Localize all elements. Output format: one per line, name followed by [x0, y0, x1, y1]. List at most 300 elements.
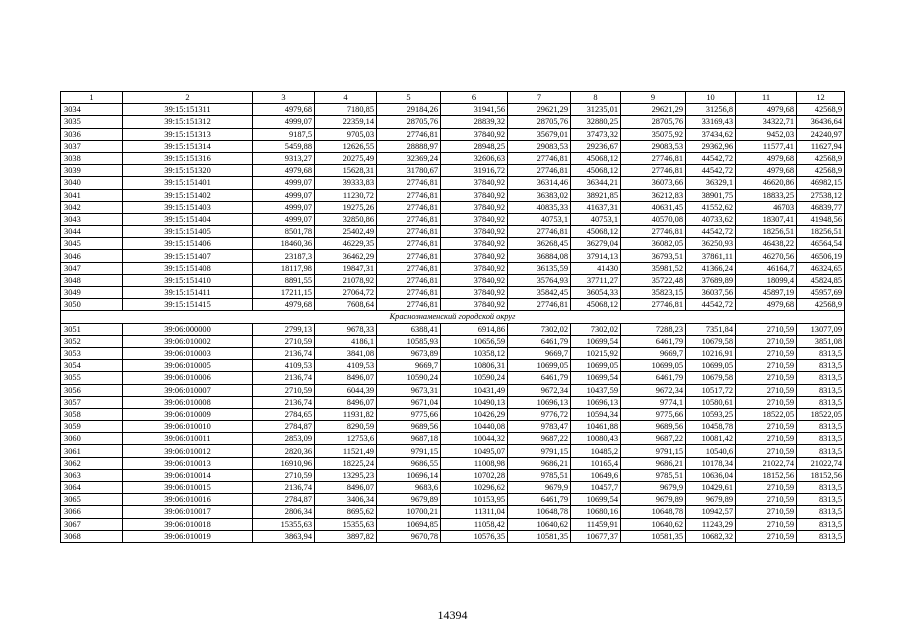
table-cell: 39:06:010016 [123, 494, 253, 506]
table-cell: 3034 [61, 104, 123, 116]
table-cell: 9679,89 [621, 494, 686, 506]
table-cell: 27746,81 [621, 299, 686, 311]
table-cell: 9679,89 [377, 494, 441, 506]
table-cell: 22359,14 [315, 116, 377, 128]
table-row [61, 140, 845, 152]
table-cell: 6388,41 [377, 323, 441, 335]
table-cell: 2820,36 [253, 445, 315, 457]
table-cell: 35679,01 [508, 128, 571, 140]
data-table-container [60, 91, 844, 543]
table-cell: 2710,59 [736, 530, 797, 542]
table-cell: 9687,18 [377, 433, 441, 445]
table-cell: 3036 [61, 128, 123, 140]
table-cell: 36344,21 [571, 177, 621, 189]
table-cell: 27746,81 [621, 165, 686, 177]
table-cell: 9686,55 [377, 457, 441, 469]
table-cell: 9678,33 [315, 323, 377, 335]
column-header: 6 [441, 92, 508, 104]
table-cell: 10696,13 [508, 396, 571, 408]
table-cell: 39:06:010006 [123, 372, 253, 384]
table-cell: 46839,77 [797, 201, 845, 213]
table-cell: 36082,05 [621, 238, 686, 250]
table-cell: 10699,05 [686, 360, 736, 372]
table-cell: 6461,79 [508, 335, 571, 347]
table-cell: 45068,12 [571, 299, 621, 311]
table-cell: 45068,12 [571, 226, 621, 238]
table-cell: 15355,63 [253, 518, 315, 530]
table-cell: 35823,15 [621, 287, 686, 299]
table-cell: 9775,66 [621, 408, 686, 420]
table-cell: 9670,78 [377, 530, 441, 542]
table-cell: 39:15:151408 [123, 262, 253, 274]
table-cell: 37840,92 [441, 262, 508, 274]
table-cell: 38901,75 [686, 189, 736, 201]
table-cell: 11627,94 [797, 140, 845, 152]
table-cell: 16910,96 [253, 457, 315, 469]
table-cell: 46324,65 [797, 262, 845, 274]
table-cell: 10656,59 [441, 335, 508, 347]
table-cell: 4979,68 [736, 165, 797, 177]
table-cell: 4979,68 [736, 104, 797, 116]
table-cell: 6461,79 [508, 494, 571, 506]
table-cell: 44542,72 [686, 165, 736, 177]
table-cell: 8891,55 [253, 274, 315, 286]
table-cell: 11311,04 [441, 506, 508, 518]
table-cell: 27746,81 [508, 165, 571, 177]
table-cell: 10458,78 [686, 421, 736, 433]
table-cell: 39:06:010019 [123, 530, 253, 542]
table-cell: 3047 [61, 262, 123, 274]
table-cell: 27746,81 [377, 262, 441, 274]
table-row [61, 433, 845, 445]
table-cell: 10457,7 [571, 482, 621, 494]
table-cell: 10700,21 [377, 506, 441, 518]
table-cell: 10081,42 [686, 433, 736, 445]
column-header: 10 [686, 92, 736, 104]
table-row [61, 177, 845, 189]
table-cell: 37840,92 [441, 201, 508, 213]
table-cell: 18256,51 [797, 226, 845, 238]
table-cell: 41366,24 [686, 262, 736, 274]
table-cell: 4979,68 [253, 299, 315, 311]
table-cell: 10942,57 [686, 506, 736, 518]
table-cell: 2710,59 [736, 482, 797, 494]
table-cell: 10540,6 [686, 445, 736, 457]
table-cell: 39:06:010014 [123, 469, 253, 481]
table-row [61, 226, 845, 238]
table-cell: 41948,56 [797, 213, 845, 225]
table-row [61, 116, 845, 128]
table-cell: 10580,61 [686, 396, 736, 408]
table-cell: 2784,65 [253, 408, 315, 420]
table-cell: 39:15:151410 [123, 274, 253, 286]
table-cell: 32880,25 [571, 116, 621, 128]
table-cell: 9669,7 [508, 347, 571, 359]
table-cell: 3062 [61, 457, 123, 469]
page-number: 14394 [437, 608, 468, 622]
table-cell: 39:15:151316 [123, 152, 253, 164]
table-cell: 41430 [571, 262, 621, 274]
table-cell: 32606,63 [441, 152, 508, 164]
table-cell: 37840,92 [441, 177, 508, 189]
table-cell: 7180,85 [315, 104, 377, 116]
table-cell: 9689,56 [621, 421, 686, 433]
table-cell: 10581,35 [621, 530, 686, 542]
table-cell: 3066 [61, 506, 123, 518]
table-cell: 39:06:010012 [123, 445, 253, 457]
table-cell: 27746,81 [377, 189, 441, 201]
table-cell: 4109,53 [315, 360, 377, 372]
column-header: 7 [508, 92, 571, 104]
table-cell: 9679,9 [621, 482, 686, 494]
table-row [61, 262, 845, 274]
table-cell: 37914,13 [571, 250, 621, 262]
table-cell: 10699,54 [571, 494, 621, 506]
table-cell: 35981,52 [621, 262, 686, 274]
table-cell: 36135,59 [508, 262, 571, 274]
table-cell: 9683,6 [377, 482, 441, 494]
table-cell: 9671,04 [377, 396, 441, 408]
table-cell: 9687,22 [508, 433, 571, 445]
table-cell: 46506,19 [797, 250, 845, 262]
table-cell: 39:06:010011 [123, 433, 253, 445]
table-cell: 39:15:151314 [123, 140, 253, 152]
table-cell: 35075,92 [621, 128, 686, 140]
table-cell: 6044,39 [315, 384, 377, 396]
table-cell: 35722,48 [621, 274, 686, 286]
table-cell: 27746,81 [508, 226, 571, 238]
table-cell: 36268,45 [508, 238, 571, 250]
table-cell: 10593,25 [686, 408, 736, 420]
table-cell: 2710,59 [736, 396, 797, 408]
table-cell: 29621,29 [508, 104, 571, 116]
table-cell: 39:15:151405 [123, 226, 253, 238]
table-cell: 36212,83 [621, 189, 686, 201]
table-row [61, 152, 845, 164]
table-cell: 2710,59 [736, 360, 797, 372]
table-cell: 39:06:010003 [123, 347, 253, 359]
table-cell: 9669,7 [377, 360, 441, 372]
table-cell: 46164,7 [736, 262, 797, 274]
table-cell: 18256,51 [736, 226, 797, 238]
table-cell: 2710,59 [736, 506, 797, 518]
table-cell: 39:06:010008 [123, 396, 253, 408]
table-cell: 18117,98 [253, 262, 315, 274]
table-cell: 37840,92 [441, 226, 508, 238]
table-cell: 39:15:151320 [123, 165, 253, 177]
table-cell: 37434,62 [686, 128, 736, 140]
table-cell: 31916,72 [441, 165, 508, 177]
table-cell: 36383,02 [508, 189, 571, 201]
table-cell: 2710,59 [736, 384, 797, 396]
table-cell: 27746,81 [377, 238, 441, 250]
table-cell: 24240,97 [797, 128, 845, 140]
table-cell: 4979,68 [736, 152, 797, 164]
table-cell: 6914,86 [441, 323, 508, 335]
table-cell: 46620,86 [736, 177, 797, 189]
table-cell: 28888,97 [377, 140, 441, 152]
table-cell: 8313,5 [797, 384, 845, 396]
table-cell: 9791,15 [508, 445, 571, 457]
table-cell: 39:15:151407 [123, 250, 253, 262]
table-cell: 31256,8 [686, 104, 736, 116]
header-row [61, 92, 845, 104]
table-cell: 18152,56 [797, 469, 845, 481]
table-cell: 37689,89 [686, 274, 736, 286]
table-cell: 8496,07 [315, 482, 377, 494]
table-cell: 3065 [61, 494, 123, 506]
table-cell: 36314,46 [508, 177, 571, 189]
table-row [61, 518, 845, 530]
table-cell: 9687,22 [621, 433, 686, 445]
table-cell: 39:15:151311 [123, 104, 253, 116]
table-cell: 36250,93 [686, 238, 736, 250]
table-cell: 10490,13 [441, 396, 508, 408]
table-cell: 31780,67 [377, 165, 441, 177]
table-cell: 42568,9 [797, 165, 845, 177]
table-cell: 29621,29 [621, 104, 686, 116]
table-cell: 4999,07 [253, 213, 315, 225]
table-cell: 46270,56 [736, 250, 797, 262]
table-cell: 9679,9 [508, 482, 571, 494]
table-cell: 9679,89 [686, 494, 736, 506]
table-cell: 39:15:151404 [123, 213, 253, 225]
table-cell: 46229,35 [315, 238, 377, 250]
table-cell: 9774,1 [621, 396, 686, 408]
table-cell: 18522,05 [736, 408, 797, 420]
table-cell: 8313,5 [797, 396, 845, 408]
table-cell: 8313,5 [797, 530, 845, 542]
table-row [61, 372, 845, 384]
table-cell: 7302,02 [508, 323, 571, 335]
table-row [61, 165, 845, 177]
table-cell: 6461,79 [508, 372, 571, 384]
table-row [61, 238, 845, 250]
table-cell: 3050 [61, 299, 123, 311]
table-cell: 9791,15 [377, 445, 441, 457]
table-cell: 29236,67 [571, 140, 621, 152]
table-cell: 10640,62 [508, 518, 571, 530]
table-row [61, 494, 845, 506]
table-cell: 2710,59 [736, 445, 797, 457]
table-row [61, 360, 845, 372]
table-cell: 27746,81 [377, 213, 441, 225]
table-cell: 27746,81 [377, 287, 441, 299]
table-cell: 2784,87 [253, 494, 315, 506]
table-cell: 42568,9 [797, 152, 845, 164]
table-cell: 41552,62 [686, 201, 736, 213]
table-cell: 9673,31 [377, 384, 441, 396]
table-cell: 39:06:010013 [123, 457, 253, 469]
table-cell: 3067 [61, 518, 123, 530]
table-cell: 9672,34 [621, 384, 686, 396]
table-row [61, 384, 845, 396]
table-cell: 8313,5 [797, 421, 845, 433]
column-header: 12 [797, 92, 845, 104]
table-cell: 10699,54 [571, 335, 621, 347]
table-cell: 10495,07 [441, 445, 508, 457]
table-cell: 27746,81 [508, 152, 571, 164]
table-cell: 27538,12 [797, 189, 845, 201]
table-cell: 36279,04 [571, 238, 621, 250]
table-cell: 37840,92 [441, 128, 508, 140]
table-cell: 9785,51 [508, 469, 571, 481]
table-cell: 15355,63 [315, 518, 377, 530]
table-cell: 13077,09 [797, 323, 845, 335]
table-cell: 37840,92 [441, 213, 508, 225]
table-cell: 7608,64 [315, 299, 377, 311]
table-cell: 6461,79 [621, 372, 686, 384]
table-cell: 10431,49 [441, 384, 508, 396]
table-cell: 10429,61 [686, 482, 736, 494]
table-cell: 4979,68 [736, 299, 797, 311]
table-cell: 2710,59 [736, 433, 797, 445]
table-row [61, 104, 845, 116]
table-cell: 2710,59 [736, 372, 797, 384]
table-cell: 2136,74 [253, 482, 315, 494]
table-cell: 3038 [61, 152, 123, 164]
table-cell: 20275,49 [315, 152, 377, 164]
table-cell: 39:15:151313 [123, 128, 253, 140]
table-cell: 21078,92 [315, 274, 377, 286]
table-cell: 3068 [61, 530, 123, 542]
table-cell: 28839,32 [441, 116, 508, 128]
table-cell: 31235,01 [571, 104, 621, 116]
table-cell: 3056 [61, 384, 123, 396]
table-cell: 10699,54 [571, 372, 621, 384]
table-cell: 11521,49 [315, 445, 377, 457]
table-cell: 9783,47 [508, 421, 571, 433]
table-cell: 44542,72 [686, 299, 736, 311]
table-cell: 37711,27 [571, 274, 621, 286]
table-cell: 10682,32 [686, 530, 736, 542]
table-cell: 35764,93 [508, 274, 571, 286]
table-cell: 37840,92 [441, 287, 508, 299]
table-cell: 36037,56 [686, 287, 736, 299]
table-cell: 10636,04 [686, 469, 736, 481]
table-cell: 2710,59 [736, 347, 797, 359]
table-cell: 8313,5 [797, 445, 845, 457]
table-cell: 19275,26 [315, 201, 377, 213]
table-cell: 18460,36 [253, 238, 315, 250]
table-cell: 3406,34 [315, 494, 377, 506]
table-row [61, 335, 845, 347]
table-cell: 41637,31 [571, 201, 621, 213]
column-header: 8 [571, 92, 621, 104]
table-cell: 8501,78 [253, 226, 315, 238]
table-cell: 9313,27 [253, 152, 315, 164]
table-cell: 8313,5 [797, 347, 845, 359]
table-cell: 10677,37 [571, 530, 621, 542]
table-cell: 39:06:010018 [123, 518, 253, 530]
table-cell: 27746,81 [508, 299, 571, 311]
table-cell: 11577,41 [736, 140, 797, 152]
table-cell: 10153,95 [441, 494, 508, 506]
table-cell: 10517,72 [686, 384, 736, 396]
table-cell: 37840,92 [441, 250, 508, 262]
table-row [61, 213, 845, 225]
table-cell: 3045 [61, 238, 123, 250]
table-cell: 8496,07 [315, 372, 377, 384]
table-cell: 13295,23 [315, 469, 377, 481]
table-cell: 2799,13 [253, 323, 315, 335]
column-header: 11 [736, 92, 797, 104]
table-cell: 2806,34 [253, 506, 315, 518]
table-cell: 11243,29 [686, 518, 736, 530]
table-cell: 3041 [61, 189, 123, 201]
table-cell: 39333,83 [315, 177, 377, 189]
table-cell: 10594,34 [571, 408, 621, 420]
table-cell: 10296,62 [441, 482, 508, 494]
table-cell: 2710,59 [736, 323, 797, 335]
table-cell: 9775,66 [377, 408, 441, 420]
table-row [61, 506, 845, 518]
table-cell: 25402,49 [315, 226, 377, 238]
table-cell: 29362,96 [686, 140, 736, 152]
table-cell: 2710,59 [736, 335, 797, 347]
table-cell: 3841,08 [315, 347, 377, 359]
table-cell: 19847,31 [315, 262, 377, 274]
table-cell: 4979,68 [253, 104, 315, 116]
table-cell: 9785,51 [621, 469, 686, 481]
table-cell: 37840,92 [441, 299, 508, 311]
column-header: 3 [253, 92, 315, 104]
table-cell: 10358,12 [441, 347, 508, 359]
table-row [61, 421, 845, 433]
table-row [61, 408, 845, 420]
table-cell: 8313,5 [797, 482, 845, 494]
column-header: 2 [123, 92, 253, 104]
table-row [61, 201, 845, 213]
table-cell: 9776,72 [508, 408, 571, 420]
table-cell: 37861,11 [686, 250, 736, 262]
table-cell: 9705,03 [315, 128, 377, 140]
table-cell: 4109,53 [253, 360, 315, 372]
table-cell: 10044,32 [441, 433, 508, 445]
table-cell: 10178,34 [686, 457, 736, 469]
table-cell: 10699,05 [508, 360, 571, 372]
table-cell: 7351,84 [686, 323, 736, 335]
table-cell: 18522,05 [797, 408, 845, 420]
table-cell: 10576,35 [441, 530, 508, 542]
table-cell: 39:15:151402 [123, 189, 253, 201]
table-cell: 27746,81 [377, 201, 441, 213]
table-row [61, 287, 845, 299]
table-cell: 3046 [61, 250, 123, 262]
table-cell: 10699,05 [621, 360, 686, 372]
column-header: 4 [315, 92, 377, 104]
table-cell: 3059 [61, 421, 123, 433]
table-cell: 9791,15 [621, 445, 686, 457]
table-cell: 9669,7 [621, 347, 686, 359]
table-cell: 42568,9 [797, 104, 845, 116]
table-cell: 27746,81 [377, 177, 441, 189]
table-cell: 10648,78 [508, 506, 571, 518]
table-cell: 37840,92 [441, 274, 508, 286]
table-cell: 39:06:010010 [123, 421, 253, 433]
table-cell: 34322,71 [736, 116, 797, 128]
table-cell: 3063 [61, 469, 123, 481]
table-cell: 10590,24 [377, 372, 441, 384]
table-cell: 18833,25 [736, 189, 797, 201]
table-cell: 4999,07 [253, 201, 315, 213]
table-cell: 18152,56 [736, 469, 797, 481]
table-cell: 10806,31 [441, 360, 508, 372]
table-row [61, 128, 845, 140]
table-cell: 23187,3 [253, 250, 315, 262]
table-cell: 17211,15 [253, 287, 315, 299]
table-cell: 10640,62 [621, 518, 686, 530]
